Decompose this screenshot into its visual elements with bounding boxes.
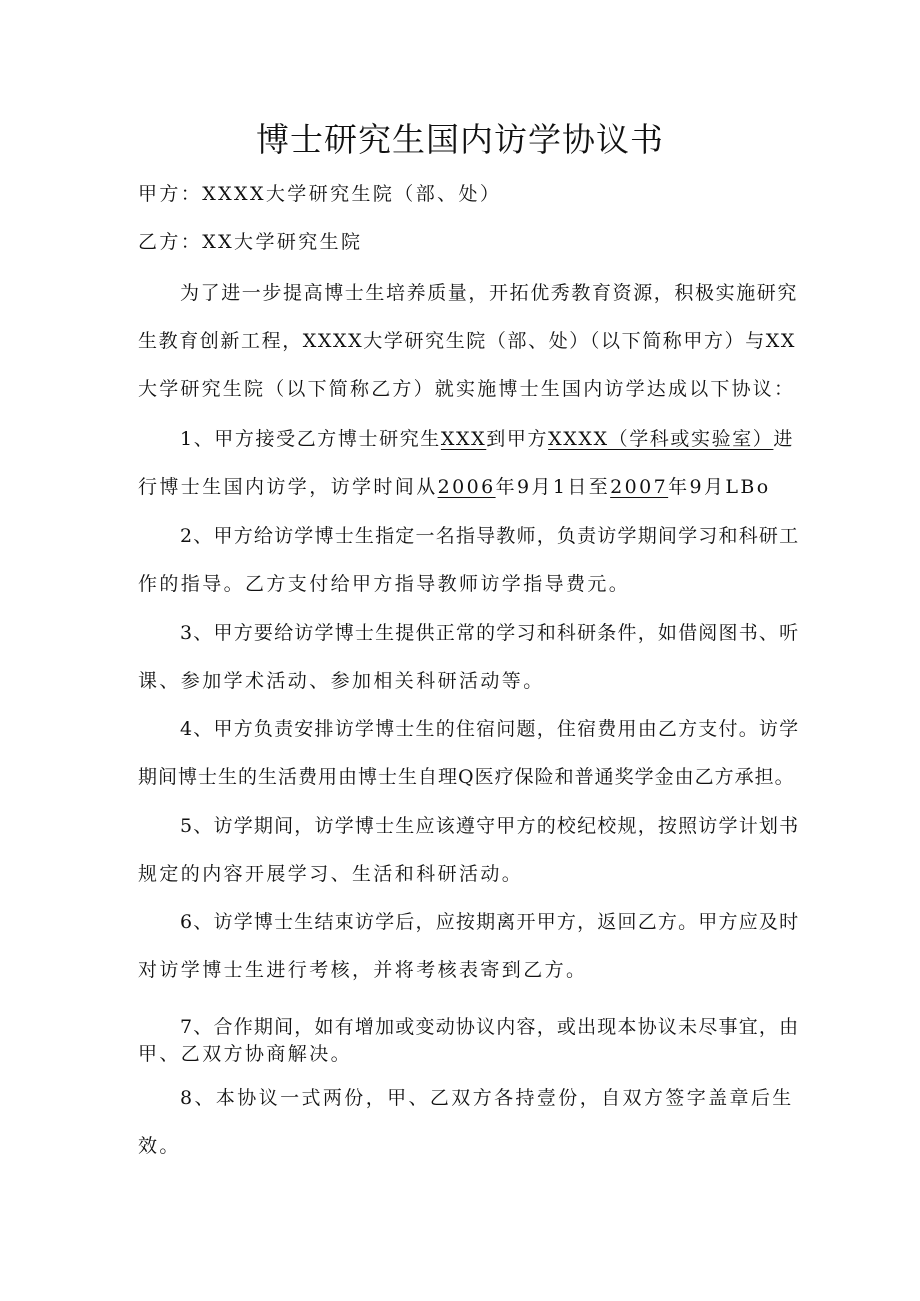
start-year-blank: 2006: [437, 476, 496, 498]
page-title: 博士研究生国内访学协议书: [256, 120, 664, 159]
clause-7-line: 甲、乙双方协商解决。: [138, 1043, 353, 1065]
clause-1-line: [138, 471, 798, 503]
party-a: 甲方：XXXX大学研究生院（部、处）: [138, 183, 502, 205]
party-b: 乙方：XX大学研究生院: [138, 231, 363, 253]
clause-1-text: 年9月LBo: [668, 476, 771, 498]
clause-1-text: 行博士生国内访学，访学时间从: [138, 476, 438, 498]
end-year-blank: 2007: [610, 476, 669, 498]
student-name-blank: XXX: [440, 428, 487, 450]
clause-2-line: 作的指导。乙方支付给甲方指导教师访学指导费元。: [138, 573, 631, 595]
clause-7-line: 7、合作期间，如有增加或变动协议内容，或出现本协议未尽事宜，由: [180, 1016, 800, 1038]
clause-5-line: 规定的内容开展学习、生活和科研活动。: [138, 863, 524, 885]
clause-3-line: 3、甲方要给访学博士生提供正常的学习和科研条件，如借阅图书、听: [180, 622, 800, 644]
clause-6-line: 对访学博士生进行考核，并将考核表寄到乙方。: [138, 959, 588, 981]
clause-6-line: 6、访学博士生结束访学后，应按期离开甲方，返回乙方。甲方应及时: [180, 911, 800, 933]
clause-8-line: 效。: [138, 1135, 181, 1157]
clause-5-line: 5、访学期间，访学博士生应该遵守甲方的校纪校规，按照访学计划书: [180, 815, 800, 837]
clause-1-text: 1、甲方接受乙方博士研究生: [180, 428, 441, 450]
clause-1-text: 到甲方: [486, 428, 549, 450]
intro-line: 生教育创新工程，XXXX大学研究生院（部、处）（以下简称甲方）与XX: [138, 330, 797, 352]
clause-3-line: 课、参加学术活动、参加相关科研活动等。: [138, 670, 545, 692]
clause-1-text: 年9月1日至: [495, 476, 611, 498]
clause-8-line: 8、本协议一式两份，甲、乙双方各持壹份，自双方签字盖章后生: [180, 1087, 794, 1109]
clause-4-line: 4、甲方负责安排访学博士生的住宿问题，住宿费用由乙方支付。访学: [180, 718, 800, 740]
clause-2-line: 2、甲方给访学博士生指定一名指导教师，负责访学期间学习和科研工: [180, 525, 800, 547]
host-unit-blank: XXXX（学科或实验室）: [548, 428, 774, 450]
intro-line: 为了进一步提高博士生培养质量，开拓优秀教育资源，积极实施研究: [180, 282, 799, 304]
clause-1-line: [180, 423, 798, 455]
clause-4-line: 期间博士生的生活费用由博士生自理Q医疗保险和普通奖学金由乙方承担。: [138, 766, 795, 788]
clause-1-text: 进: [773, 428, 795, 450]
intro-line: 大学研究生院（以下简称乙方）就实施博士生国内访学达成以下协议：: [138, 378, 796, 400]
